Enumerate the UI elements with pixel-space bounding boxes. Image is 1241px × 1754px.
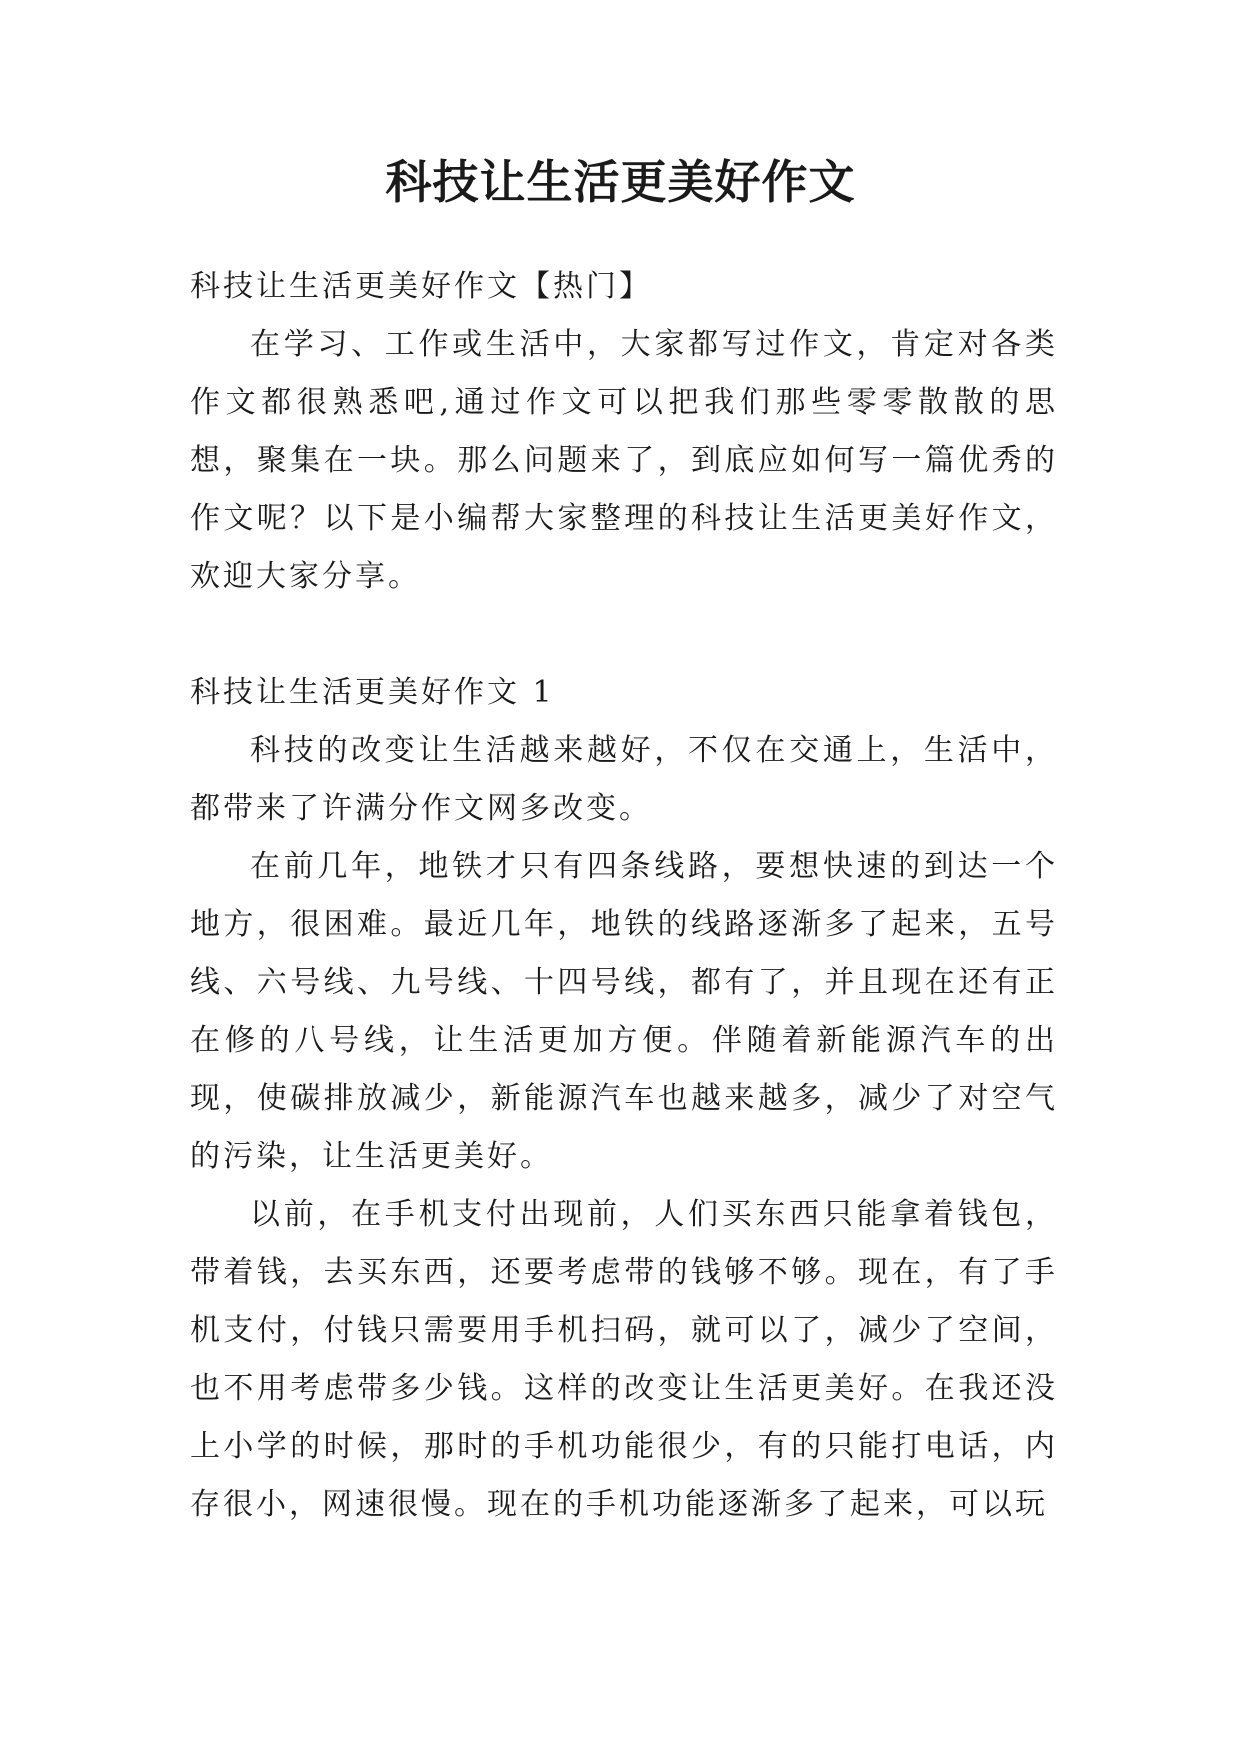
essay-paragraph: 以前，在手机支付出现前，人们买东西只能拿着钱包，带着钱，去买东西，还要考虑带的钱够不够。现在，有了手机支付，付钱只需要用手机扫码，就可以了，减少了空间，也不用考虑带多少钱。这样的改变让生活更美好。在我还没上小学的时候，那时的手机功能很少，有的只能打电话，内存很小，网速很慢。现在的手机功能逐渐多了起来，可以玩 [190, 1197, 1058, 1522]
essay-paragraph: 在前几年，地铁才只有四条线路，要想快速的到达一个地方，很困难。最近几年，地铁的线路逐渐多了起来，五号线、六号线、九号线、十四号线，都有了，并且现在还有正在修的八号线，让生活更加方便。伴随着新能源汽车的出现，使碳排放减少，新能源汽车也越来越多，减少了对空气的污染，让生活更美好。 [190, 849, 1058, 1174]
essay-paragraph: 科技的改变让生活越来越好，不仅在交通上，生活中，都带来了许满分作文网多改变。 [190, 733, 1058, 826]
intro-heading: 科技让生活更美好作文【热门】 [190, 269, 652, 304]
intro-paragraph: 在学习、工作或生活中，大家都写过作文，肯定对各类作文都很熟悉吧,通过作文可以把我们那些零零散散的思想，聚集在一块。那么问题来了，到底应如何写一篇优秀的作文呢？以下是小编帮大家整理的科技让生活更美好作文，欢迎大家分享。 [190, 327, 1058, 594]
essay-heading: 科技让生活更美好作文 1 [190, 675, 555, 710]
section-spacer [190, 606, 1058, 664]
document-title: 科技让生活更美好作文 [385, 155, 856, 209]
document-body [190, 258, 1058, 1534]
